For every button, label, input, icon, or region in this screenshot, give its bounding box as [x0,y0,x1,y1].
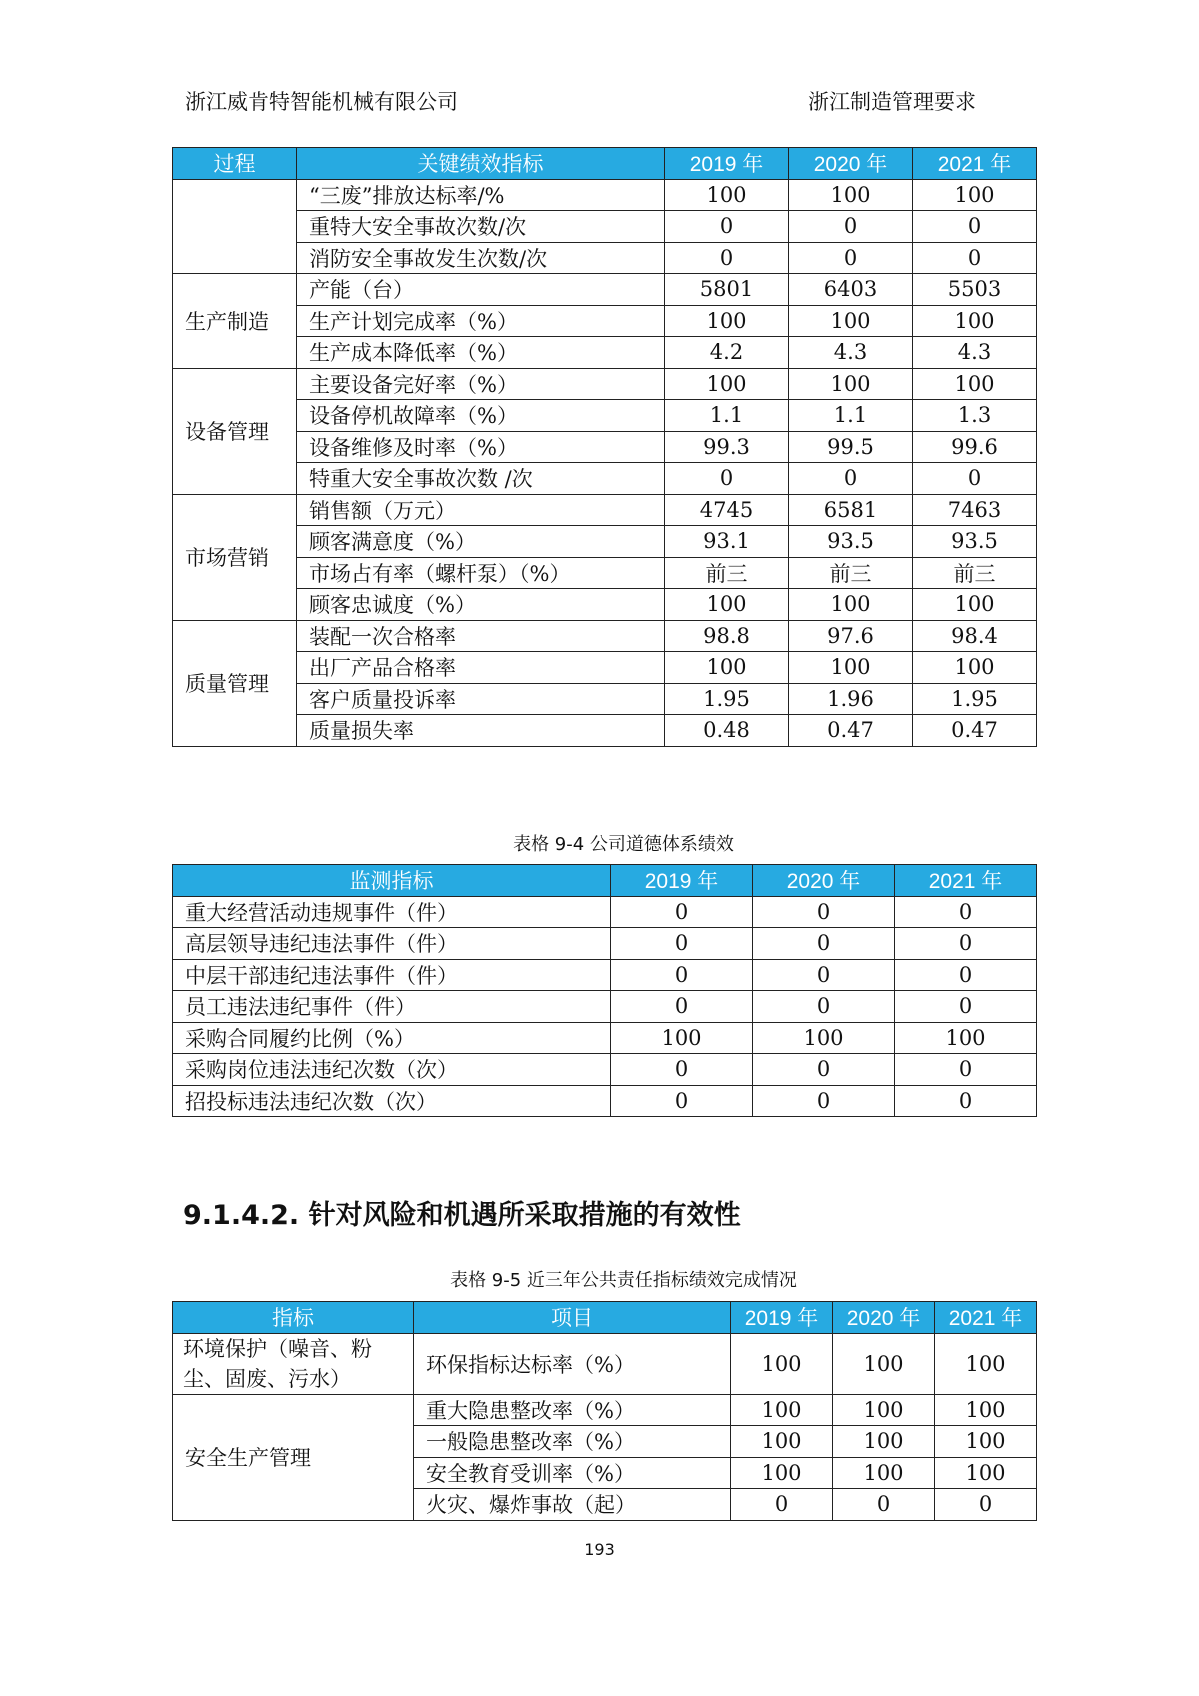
item-cell: 环保指标达标率（%） [414,1333,731,1394]
table-row [173,683,1037,715]
table-row [173,1054,1037,1086]
indicator-cell: 招投标违法违纪次数（次） [173,1085,611,1117]
value-cell: 0 [895,959,1037,991]
column-header: 2019 年 [665,148,789,180]
table-row [173,242,1037,274]
value-cell: 5503 [913,274,1037,306]
column-header: 2021 年 [895,865,1037,897]
table-row [173,494,1037,526]
value-cell: 4.2 [665,337,789,369]
value-cell: 0 [611,959,753,991]
value-cell: 前三 [665,557,789,589]
kpi-name-cell: 主要设备完好率（%） [297,368,665,400]
kpi-name-cell: 质量损失率 [297,715,665,747]
value-cell: 100 [665,589,789,621]
kpi-name-cell: 设备维修及时率（%） [297,431,665,463]
value-cell: 100 [935,1394,1037,1426]
value-cell: 100 [789,652,913,684]
value-cell: 1.95 [913,683,1037,715]
value-cell: 0 [611,928,753,960]
value-cell: 0 [753,991,895,1023]
indicator-cell: 采购合同履约比例（%） [173,1022,611,1054]
value-cell: 1.1 [789,400,913,432]
value-cell: 100 [833,1394,935,1426]
table-row [173,368,1037,400]
table-row [173,652,1037,684]
kpi-table-header [173,148,1037,180]
table-row [173,715,1037,747]
kpi-name-cell: 设备停机故障率（%） [297,400,665,432]
value-cell: 99.3 [665,431,789,463]
table-row [173,1022,1037,1054]
table-row [173,991,1037,1023]
value-cell: 0 [913,242,1037,274]
column-header: 指标 [173,1302,414,1334]
value-cell: 99.5 [789,431,913,463]
table-row [173,526,1037,558]
column-header: 2021 年 [913,148,1037,180]
value-cell: 100 [913,179,1037,211]
value-cell: 93.5 [789,526,913,558]
process-cell: 市场营销 [173,494,297,620]
value-cell: 1.3 [913,400,1037,432]
value-cell: 0 [753,1054,895,1086]
item-cell: 一般隐患整改率（%） [414,1426,731,1458]
table-row [173,463,1037,495]
table-row [173,1394,1037,1426]
column-header: 过程 [173,148,297,180]
column-header: 2019 年 [731,1302,833,1334]
value-cell: 100 [731,1394,833,1426]
value-cell: 0 [913,463,1037,495]
value-cell: 0 [665,211,789,243]
kpi-name-cell: 生产计划完成率（%） [297,305,665,337]
column-header: 监测指标 [173,865,611,897]
value-cell: 100 [895,1022,1037,1054]
value-cell: 前三 [789,557,913,589]
table-row [173,959,1037,991]
table-row [173,620,1037,652]
value-cell: 100 [913,589,1037,621]
value-cell: 100 [665,305,789,337]
value-cell: 100 [731,1457,833,1489]
value-cell: 100 [665,368,789,400]
item-cell: 火灾、爆炸事故（起） [414,1489,731,1521]
kpi-name-cell: 产能（台） [297,274,665,306]
column-header: 2019 年 [611,865,753,897]
column-header: 关键绩效指标 [297,148,665,180]
section-heading: 9.1.4.2. 针对风险和机遇所采取措施的有效性 [183,1200,741,1231]
value-cell: 98.8 [665,620,789,652]
value-cell: 1.1 [665,400,789,432]
value-cell: 0.47 [913,715,1037,747]
value-cell: 0 [789,211,913,243]
value-cell: 0 [895,896,1037,928]
value-cell: 0 [895,991,1037,1023]
value-cell: 100 [913,652,1037,684]
value-cell: 100 [665,652,789,684]
kpi-name-cell: 顾客忠诚度（%） [297,589,665,621]
value-cell: 99.6 [913,431,1037,463]
column-header: 2021 年 [935,1302,1037,1334]
value-cell: 100 [833,1333,935,1394]
value-cell: 0 [935,1489,1037,1521]
indicator-cell: 环境保护（噪音、粉尘、固废、污水） [173,1333,414,1394]
value-cell: 0 [913,211,1037,243]
value-cell: 100 [753,1022,895,1054]
kpi-name-cell: 重特大安全事故次数/次 [297,211,665,243]
value-cell: 100 [935,1426,1037,1458]
kpi-name-cell: 生产成本降低率（%） [297,337,665,369]
value-cell: 4745 [665,494,789,526]
table-row [173,928,1037,960]
table-row [173,179,1037,211]
table-row [173,431,1037,463]
value-cell: 100 [731,1333,833,1394]
value-cell: 100 [913,305,1037,337]
table-row [173,211,1037,243]
kpi-name-cell: 装配一次合格率 [297,620,665,652]
value-cell: 100 [833,1426,935,1458]
kpi-name-cell: 市场占有率（螺杆泵）（%） [297,557,665,589]
value-cell: 93.5 [913,526,1037,558]
kpi-name-cell: “三废”排放达标率/% [297,179,665,211]
company-name: 浙江威肯特智能机械有限公司 [185,90,458,114]
kpi-table [172,147,1037,747]
value-cell: 100 [935,1333,1037,1394]
value-cell: 0 [789,242,913,274]
value-cell: 100 [611,1022,753,1054]
page-number: 193 [584,1540,615,1559]
value-cell: 0 [665,463,789,495]
value-cell: 0 [895,928,1037,960]
value-cell: 100 [913,368,1037,400]
document-title: 浙江制造管理要求 [808,90,976,114]
value-cell: 6581 [789,494,913,526]
value-cell: 100 [665,179,789,211]
kpi-name-cell: 顾客满意度（%） [297,526,665,558]
page-header [185,86,976,116]
item-cell: 重大隐患整改率（%） [414,1394,731,1426]
indicator-cell: 重大经营活动违规事件（件） [173,896,611,928]
process-cell [173,179,297,274]
indicator-cell: 员工违法违纪事件（件） [173,991,611,1023]
table-row [173,400,1037,432]
value-cell: 5801 [665,274,789,306]
value-cell: 0 [789,463,913,495]
value-cell: 0 [753,896,895,928]
indicator-cell: 采购岗位违法违纪次数（次） [173,1054,611,1086]
table-row [173,589,1037,621]
value-cell: 0 [665,242,789,274]
public-responsibility-table-header [173,1302,1037,1334]
value-cell: 0 [611,1054,753,1086]
process-cell: 生产制造 [173,274,297,369]
column-header: 2020 年 [833,1302,935,1334]
table-row [173,1333,1037,1394]
value-cell: 100 [833,1457,935,1489]
table-row [173,337,1037,369]
table-row [173,896,1037,928]
indicator-cell: 中层干部违纪违法事件（件） [173,959,611,991]
ethics-table-header [173,865,1037,897]
ethics-table [172,864,1037,1117]
value-cell: 0 [753,1085,895,1117]
value-cell: 0.47 [789,715,913,747]
value-cell: 0 [895,1085,1037,1117]
table-row [173,305,1037,337]
value-cell: 93.1 [665,526,789,558]
value-cell: 100 [789,589,913,621]
value-cell: 0 [833,1489,935,1521]
ethics-table-caption: 表格 9-4 公司道德体系绩效 [513,834,734,855]
value-cell: 1.95 [665,683,789,715]
kpi-name-cell: 消防安全事故发生次数/次 [297,242,665,274]
value-cell: 0 [611,896,753,928]
process-cell: 质量管理 [173,620,297,746]
value-cell: 100 [935,1457,1037,1489]
value-cell: 4.3 [913,337,1037,369]
table-row [173,1085,1037,1117]
public-responsibility-table [172,1301,1037,1521]
process-cell: 设备管理 [173,368,297,494]
kpi-name-cell: 出厂产品合格率 [297,652,665,684]
value-cell: 0 [611,991,753,1023]
value-cell: 100 [731,1426,833,1458]
value-cell: 100 [789,368,913,400]
table-row [173,274,1037,306]
value-cell: 0 [611,1085,753,1117]
column-header: 2020 年 [789,148,913,180]
value-cell: 0 [731,1489,833,1521]
value-cell: 7463 [913,494,1037,526]
value-cell: 0.48 [665,715,789,747]
kpi-name-cell: 特重大安全事故次数 /次 [297,463,665,495]
kpi-name-cell: 客户质量投诉率 [297,683,665,715]
kpi-name-cell: 销售额（万元） [297,494,665,526]
column-header: 2020 年 [753,865,895,897]
public-responsibility-table-caption: 表格 9-5 近三年公共责任指标绩效完成情况 [450,1270,797,1291]
value-cell: 98.4 [913,620,1037,652]
item-cell: 安全教育受训率（%） [414,1457,731,1489]
value-cell: 97.6 [789,620,913,652]
indicator-cell: 高层领导违纪违法事件（件） [173,928,611,960]
value-cell: 6403 [789,274,913,306]
value-cell: 100 [789,305,913,337]
value-cell: 0 [895,1054,1037,1086]
value-cell: 4.3 [789,337,913,369]
value-cell: 前三 [913,557,1037,589]
value-cell: 0 [753,928,895,960]
value-cell: 100 [789,179,913,211]
table-row [173,557,1037,589]
column-header: 项目 [414,1302,731,1334]
value-cell: 1.96 [789,683,913,715]
indicator-cell: 安全生产管理 [173,1394,414,1520]
value-cell: 0 [753,959,895,991]
